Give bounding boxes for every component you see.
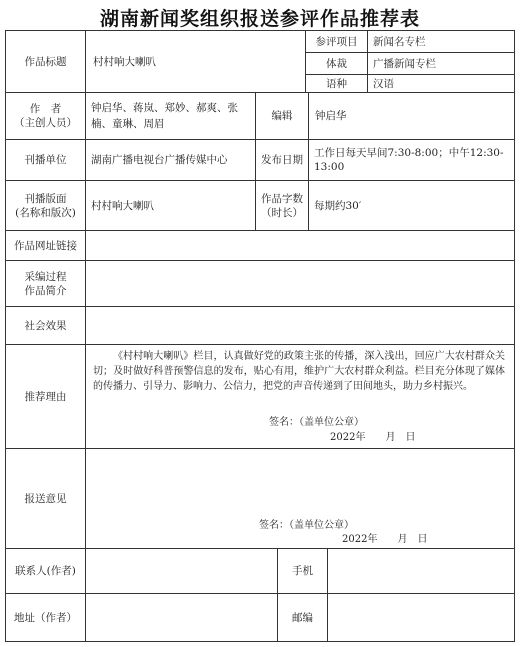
work-title-value: 村村响大喇叭 [93,55,156,68]
reason-text: 《村村响大喇叭》栏目，认真做好党的政策主张的传播，深入浅出，回应广大农村群众关切；及时做好科普预警信息的发布，贴心有用，维护广大农村群众利益。栏目充分体现了媒体的传播力、引导力、影响力、公信力，把党的声音传递到了田间地头，助力乡村振兴。 [93,351,505,392]
language-value: 汉语 [373,77,394,90]
impact-value [91,307,511,344]
editor-value: 钟启华 [315,110,347,122]
contact-value [91,549,273,593]
postcode-value [333,594,511,641]
publisher-value: 湖南广播电视台广播传媒中心 [91,154,228,166]
opinion-label: 报送意见 [24,492,67,505]
address-value [91,594,273,641]
process-label: 采编过程 作品简介 [24,270,67,297]
phone-value [333,549,511,593]
reason-date: 2022年 月 日 [330,432,416,443]
author-label: 作 者 （主创人员） [14,103,77,129]
page-label: 刊播版面 (名称和版次) [15,192,76,219]
reason-signature: 签名：（盖单位公章） [269,417,364,428]
authors-value: 钟启华、蒋岚、郑妙、郝爽、张楠、童琳、周眉 [91,102,238,130]
length-value: 每期约30′ [314,199,362,212]
page-value: 村村响大喇叭 [91,199,154,212]
opinion-date: 2022年 月 日 [342,534,428,545]
publisher-label: 刊播单位 [24,154,67,166]
work-title-label: 作品标题 [24,55,67,68]
category-value: 新闻名专栏 [373,35,426,48]
publish-date-value: 工作日每天早间7:30-8:00；中午12:30-13:00 [314,147,504,173]
recommendation-form-table [5,30,515,642]
length-label: 作品字数 （时长） [261,192,303,219]
contact-label: 联系人(作者) [15,565,76,577]
postcode-label: 邮编 [292,611,313,624]
publish-date-label: 发布日期 [261,154,303,166]
url-label: 作品网址链接 [14,239,77,252]
editor-label: 编辑 [271,110,293,122]
genre-value: 广播新闻专栏 [373,57,436,70]
form-title: 湖南新闻奖组织报送参评作品推荐表 [99,8,420,30]
reason-label: 推荐理由 [24,390,67,403]
process-value [91,261,511,306]
phone-label: 手机 [292,565,313,577]
url-value [91,231,511,260]
genre-label: 体裁 [326,57,347,70]
impact-label: 社会效果 [24,319,67,332]
language-label: 语种 [326,77,347,90]
address-label: 地址（作者） [14,611,77,624]
opinion-signature: 签名：（盖单位公章） [259,520,354,531]
category-label: 参评项目 [315,35,358,48]
